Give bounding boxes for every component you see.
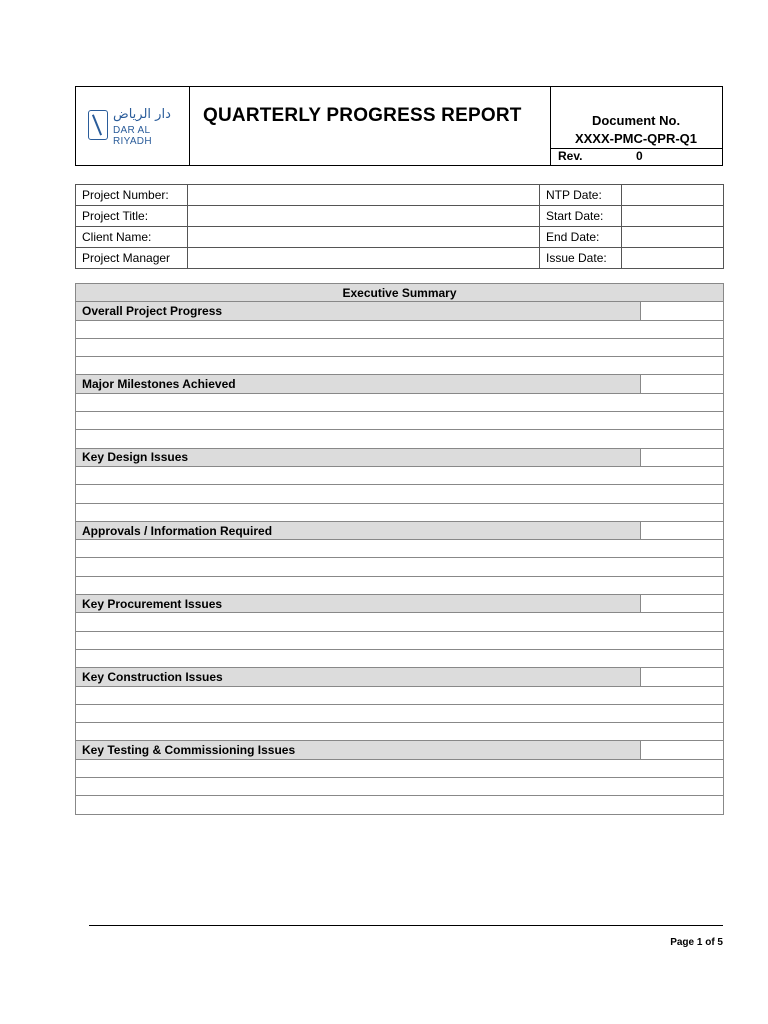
document-number-value: XXXX-PMC-QPR-Q1 (574, 131, 698, 146)
section-title: Major Milestones Achieved (76, 375, 641, 393)
summary-entry-field[interactable] (76, 576, 724, 594)
section-header-row (76, 521, 724, 539)
section-status-field[interactable] (641, 521, 724, 539)
project-title-field[interactable] (188, 206, 540, 227)
table-row (76, 206, 724, 227)
project-info-table (75, 184, 724, 269)
revision-label: Rev. (558, 149, 583, 163)
table-header-row (76, 284, 724, 302)
table-row (76, 485, 724, 503)
footer-divider (89, 925, 723, 926)
summary-entry-field[interactable] (76, 430, 724, 448)
title-cell (189, 87, 551, 165)
document-number-label: Document No. (591, 113, 681, 128)
section-header-row (76, 448, 724, 466)
summary-entry-field[interactable] (76, 540, 724, 558)
summary-entry-field[interactable] (76, 631, 724, 649)
logo-cell (76, 87, 190, 165)
table-row (76, 613, 724, 631)
logo-english-text: DAR AL RIYADH (113, 125, 152, 147)
table-row (76, 723, 724, 741)
project-manager-field[interactable] (188, 248, 540, 269)
table-row (76, 185, 724, 206)
summary-entry-field[interactable] (76, 357, 724, 375)
table-row (76, 686, 724, 704)
section-header-row (76, 302, 724, 320)
summary-entry-field[interactable] (76, 393, 724, 411)
section-title: Key Procurement Issues (76, 595, 641, 613)
section-status-field[interactable] (641, 595, 724, 613)
table-row (76, 796, 724, 814)
table-row (76, 576, 724, 594)
section-status-field[interactable] (641, 668, 724, 686)
section-header-row (76, 375, 724, 393)
section-status-field[interactable] (641, 741, 724, 759)
summary-entry-field[interactable] (76, 613, 724, 631)
summary-entry-field[interactable] (76, 320, 724, 338)
summary-entry-field[interactable] (76, 778, 724, 796)
executive-summary-table (75, 283, 724, 815)
end-date-label: End Date: (540, 227, 622, 248)
revision-value: 0 (636, 149, 643, 163)
table-row (76, 320, 724, 338)
page-number: Page 1 of 5 (670, 937, 723, 948)
table-row (76, 778, 724, 796)
summary-entry-field[interactable] (76, 796, 724, 814)
section-title: Key Design Issues (76, 448, 641, 466)
summary-entry-field[interactable] (76, 466, 724, 484)
section-status-field[interactable] (641, 302, 724, 320)
table-row (76, 558, 724, 576)
section-status-field[interactable] (641, 448, 724, 466)
table-row (76, 338, 724, 356)
table-row (76, 227, 724, 248)
issue-date-field[interactable] (622, 248, 724, 269)
section-title: Approvals / Information Required (76, 521, 641, 539)
project-number-field[interactable] (188, 185, 540, 206)
table-row (76, 540, 724, 558)
dar-al-riyadh-logo-icon (88, 110, 108, 140)
table-row (76, 430, 724, 448)
client-name-field[interactable] (188, 227, 540, 248)
summary-entry-field[interactable] (76, 723, 724, 741)
ntp-date-label: NTP Date: (540, 185, 622, 206)
ntp-date-field[interactable] (622, 185, 724, 206)
executive-summary-heading: Executive Summary (76, 284, 724, 302)
logo-arabic-text: دار الرياض (113, 107, 171, 122)
table-row (76, 503, 724, 521)
section-header-row (76, 741, 724, 759)
table-row (76, 412, 724, 430)
table-row (76, 759, 724, 777)
section-title: Key Testing & Commissioning Issues (76, 741, 641, 759)
summary-entry-field[interactable] (76, 759, 724, 777)
document-number-cell (550, 87, 722, 149)
summary-entry-field[interactable] (76, 649, 724, 667)
table-row (76, 248, 724, 269)
table-row (76, 704, 724, 722)
table-row (76, 649, 724, 667)
project-number-label: Project Number: (76, 185, 188, 206)
section-title: Key Construction Issues (76, 668, 641, 686)
summary-entry-field[interactable] (76, 485, 724, 503)
client-name-label: Client Name: (76, 227, 188, 248)
table-row (76, 631, 724, 649)
summary-entry-field[interactable] (76, 558, 724, 576)
project-title-label: Project Title: (76, 206, 188, 227)
table-row (76, 393, 724, 411)
table-row (76, 466, 724, 484)
revision-cell (550, 148, 722, 165)
summary-entry-field[interactable] (76, 503, 724, 521)
project-manager-label: Project Manager (76, 248, 188, 269)
start-date-field[interactable] (622, 206, 724, 227)
section-header-row (76, 668, 724, 686)
document-title: QUARTERLY PROGRESS REPORT (203, 105, 522, 126)
section-header-row (76, 595, 724, 613)
section-status-field[interactable] (641, 375, 724, 393)
document-header (75, 86, 723, 166)
start-date-label: Start Date: (540, 206, 622, 227)
summary-entry-field[interactable] (76, 338, 724, 356)
issue-date-label: Issue Date: (540, 248, 622, 269)
end-date-field[interactable] (622, 227, 724, 248)
section-title: Overall Project Progress (76, 302, 641, 320)
summary-entry-field[interactable] (76, 686, 724, 704)
summary-entry-field[interactable] (76, 704, 724, 722)
summary-entry-field[interactable] (76, 412, 724, 430)
table-row (76, 357, 724, 375)
